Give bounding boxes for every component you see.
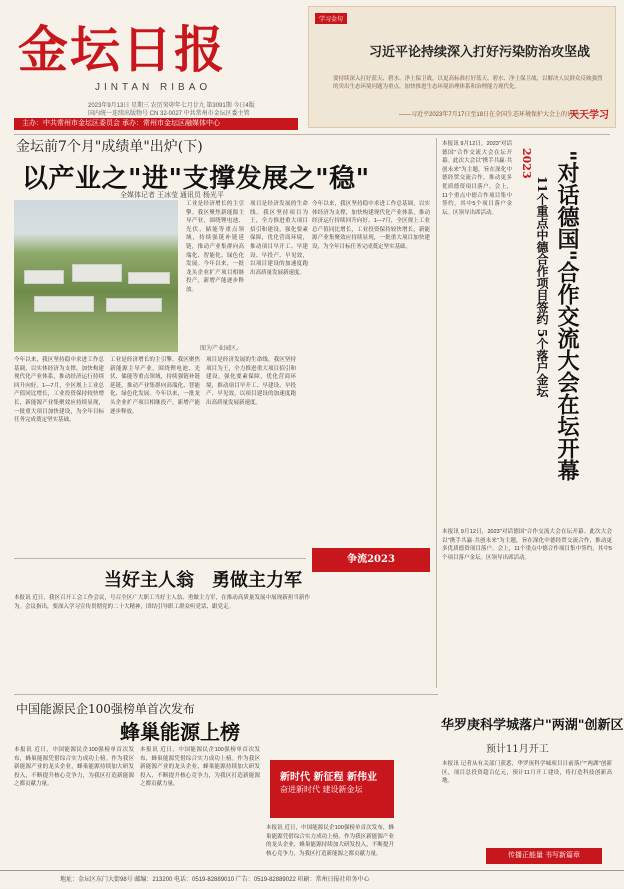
lead-body-col5: 项目是经济发展的生命线。我区坚持项目为王，全力推进重大项目招引和建设，强化要素保障，优化营商环境，推动项目早开工、早建设、早投产、早见效，以项目建设的加速度跑出高质量发展新速度。 (206, 357, 296, 406)
right-body-col1: 本报讯 9月12日，2023"对话德国"合作交流大会在坛开幕。此次大会以"携手共赢·共创未来"为主题，旨在深化中德经贸交流合作，推动更多优质德资项目落户。会上，11个重点中德合作项目集中签约，其中5个项目落户金坛。区领导出席活动。 (442, 141, 512, 216)
banner-ad (270, 760, 394, 818)
lead-photo (14, 200, 178, 352)
masthead (0, 0, 624, 128)
lead-kicker: 金坛前7个月"成绩单"出炉(下) (16, 139, 203, 155)
divider (14, 558, 306, 559)
promo-title: 习近平论持续深入打好污染防治攻坚战 (369, 45, 591, 60)
promo-source: ——习近平2023年7月17日至18日在全国生态环境保护大会上的讲话 (399, 112, 580, 118)
newspaper-logo: 金坛日报 (18, 20, 226, 79)
feature-subtitle: 11个重点中德合作项目签约 5个落户金坛 (535, 176, 549, 398)
mid-headline-2: 勇做主力军 (212, 570, 302, 591)
lower-body-col3: 本报讯 近日，中国能源民企100强榜单首次发布，蜂巢能源凭借综合实力成功上榜。作为我区新能源产业的龙头企业，蜂巢能源持续加大研发投入，不断提升核心竞争力，为我区打造新能源之都贡献力量。 (266, 825, 394, 857)
right-lower-body: 本报讯 记者从有关部门获悉，华罗庚科学城项目日前落户"两湖"创新区，项目总投资超百亿元，预计11月开工建设，将打造科技创新高地。 (442, 761, 612, 785)
divider (436, 138, 437, 688)
bottom-ad: 传播正能量 书写新篇章 (486, 848, 602, 864)
date-line: 2023年9月13日 星期三 农历癸卯年七月廿九 第3091期 今日4版 (88, 103, 255, 109)
lead-body-col6: 今年以来，我区坚持稳中求进工作总基调，以实体经济为支撑，加快构建现代化产业体系，推动经济运行持续回升向好。1—7月，全区规上工业总产值同比增长，工业投资保持较快增长，新能源产业集聚效应持续显现，一批重大项目加快建设，为全年目标任务完成奠定坚实基础。 (312, 201, 430, 250)
lower-headline: 蜂巢能源上榜 (120, 720, 240, 744)
lead-body-col1: 工业是经济增长的主引擎。我区聚焦新能源主导产业，围绕锂电池、光伏、储能等重点领域，持续强链补链延链，推动产业集群向高端化、智能化、绿色化发展。今年以来，一批龙头企业扩产项目相继投产，新增产能逐步释放。 (186, 201, 244, 293)
lead-body-col2: 项目是经济发展的生命线。我区坚持项目为王，全力推进重大项目招引和建设，强化要素保障，优化营商环境，推动项目早开工、早建设、早投产、早见效，以项目建设的加速度跑出高质量发展新速度。 (250, 201, 308, 276)
mid-photo-tag: 争流2023 (312, 548, 430, 572)
ad-title: 新时代 新征程 新伟业 (280, 772, 377, 783)
divider (14, 694, 438, 695)
right-lower-headline: 华罗庚科学城落户"两湖"创新区 (441, 718, 624, 733)
lower-body-col2: 本报讯 近日，中国能源民企100强榜单首次发布，蜂巢能源凭借综合实力成功上榜。作为我区新能源产业的龙头企业，蜂巢能源持续加大研发投入，不断提升核心竞争力，为我区打造新能源之都贡献力量。 (140, 747, 260, 788)
lead-byline: 全媒体记者 王冰莹 通讯员 杨光平 (120, 192, 224, 199)
logo-pinyin: JINTAN RIBAO (95, 82, 212, 93)
promo-box (308, 6, 616, 128)
lower-kicker: 中国能源民企100强榜单首次发布 (16, 702, 195, 716)
promo-quote: 要持续深入打好蓝天、碧水、净土保卫战，以更高标准打好蓝天、碧水、净土保卫战，以解决人民群众反映强烈的突出生态环境问题为重点，加快推进生态环境治理体系和治理能力现代化。 (333, 76, 603, 90)
photo-caption: 图为产业园区。 (200, 346, 243, 352)
lower-body-col1: 本报讯 近日，中国能源民企100强榜单首次发布，蜂巢能源凭借综合实力成功上榜。作为我区新能源产业的龙头企业，蜂巢能源持续加大研发投入，不断提升核心竞争力，为我区打造新能源之都贡献力量。 (14, 747, 134, 788)
promo-tag: 学习金句 (315, 13, 347, 24)
mid-body: 本报讯 近日，我区召开工会工作会议，号召全区广大职工当好主人翁、勇做主力军，在推动高质量发展中展现新担当新作为。会议指出，要深入学习宣传贯彻党的二十大精神，团结引导职工群众听党话、跟党走。 (14, 595, 310, 610)
right-lower-sub: 预计11月开工 (486, 744, 549, 755)
issue-info: 国内统一连续出版物号 CN 32-0027 中共常州市金坛区委主管 (88, 111, 250, 117)
divider (14, 134, 610, 135)
feature-title: "对话德国"合作交流大会在坛开幕 (554, 150, 580, 481)
ad-subtitle: 奋进新时代 建设新金坛 (280, 785, 363, 794)
lead-body-col4: 工业是经济增长的主引擎。我区聚焦新能源主导产业，围绕锂电池、光伏、储能等重点领域，持续强链补链延链，推动产业集群向高端化、智能化、绿色化发展。今年以来，一批龙头企业扩产项目相继投产，新增产能逐步释放。 (110, 357, 200, 415)
lead-body-col3: 今年以来，我区坚持稳中求进工作总基调，以实体经济为支撑，加快构建现代化产业体系，推动经济运行持续回升向好。1—7月，全区规上工业总产值同比增长，工业投资保持较快增长，新能源产业集聚效应持续显现，一批重大项目加快建设，为全年目标任务完成奠定坚实基础。 (14, 357, 104, 424)
promo-brand: 天天学习 (569, 110, 609, 121)
footer: 地址：金坛区东门大街98号 邮编：213200 电话：0519-82889010 广告：0519-82889022 印刷：常州日报社印务中心 (0, 870, 624, 888)
feature-year: 2023 (520, 148, 533, 179)
right-body-col2: 本报讯 9月12日，2023"对话德国"合作交流大会在坛开幕。此次大会以"携手共赢·共创未来"为主题，旨在深化中德经贸交流合作，推动更多优质德资项目落户。会上，11个重点中德合作项目集中签约，其中5个项目落户金坛。区领导出席活动。 (442, 529, 612, 561)
mid-headline-1: 当好主人翁 (104, 570, 194, 591)
lead-headline: 以产业之"进"支撑发展之"稳" (22, 164, 370, 194)
sponsor-bar: 主办：中共常州市金坛区委员会 承办：常州市金坛区融媒体中心 (14, 118, 298, 130)
